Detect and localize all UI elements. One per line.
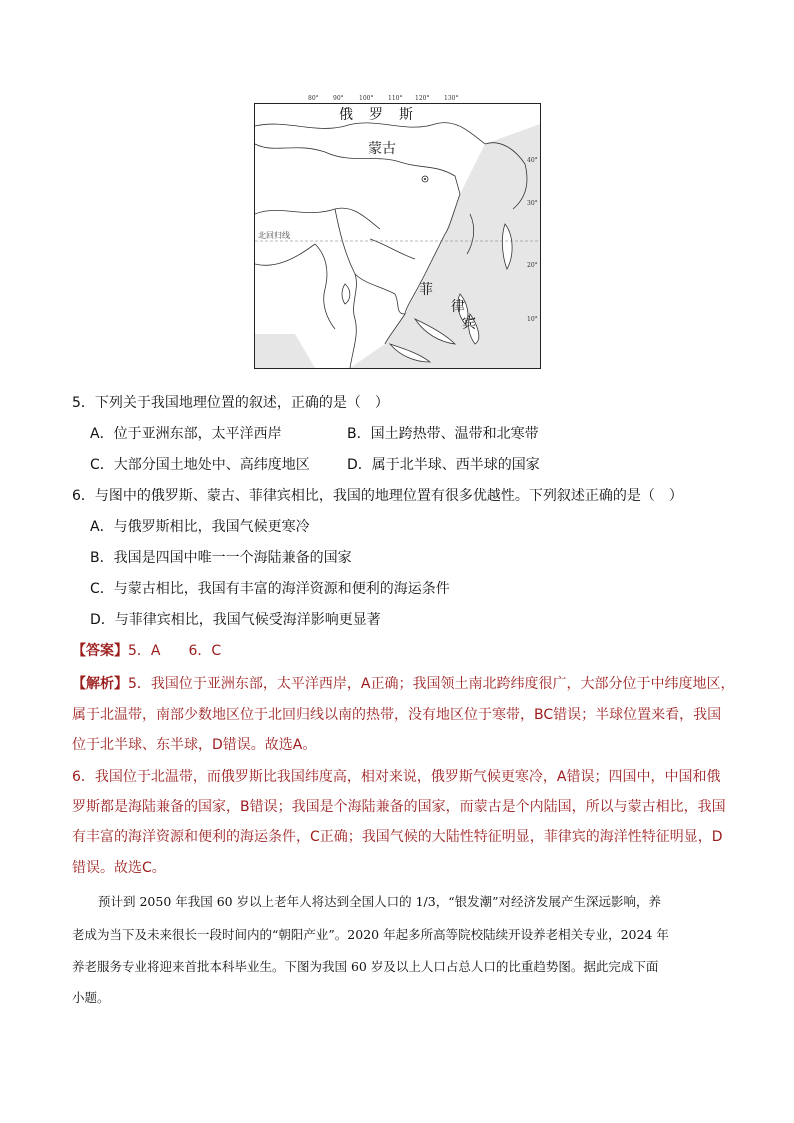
question-6-option-d: D．与菲律宾相比，我国气候受海洋影响更显著 (90, 612, 381, 628)
analysis-line-3: 位于北半球、东半球，D错误。故选A。 (72, 737, 317, 753)
question-6-option-b: B．我国是四国中唯一一个海陆兼备的国家 (90, 550, 352, 566)
longitude-label: 110° (388, 95, 403, 102)
answer-text: 5．A 6．C (128, 643, 222, 659)
material-line-3: 养老服务专业将迎来首批本科毕业生。下图为我国 60 岁及以上人口占总人口的比重趋势图。据此完成下面 (72, 959, 659, 974)
question-6-option-a: A．与俄罗斯相比，我国气候更寒冷 (90, 519, 310, 535)
question-5-stem: 5．下列关于我国地理位置的叙述，正确的是（ ） (72, 395, 389, 411)
answer-tag: 【答案】 (72, 643, 128, 659)
latitude-label: 20° (527, 262, 538, 269)
question-5-option-d: D．属于北半球、西半球的国家 (347, 457, 540, 473)
longitude-label: 80° (308, 95, 319, 102)
question-6-stem: 6．与图中的俄罗斯、蒙古、菲律宾相比，我国的地理位置有很多优越性。下列叙述正确的是（ ） (72, 488, 683, 504)
map-frame (254, 103, 541, 369)
longitude-label: 90° (333, 95, 344, 102)
analysis-line-2: 属于北温带，南部少数地区位于北回归线以南的热带，没有地区位于寒带，BC错误；半球位置来看，我国 (72, 707, 722, 723)
material-line-2: 老成为当下及未来很长一段时间内的“朝阳产业”。2020 年起多所高等院校陆续开设养老相关专业，2024 年 (72, 927, 669, 942)
analysis-line-4: 6．我国位于北温带，而俄罗斯比我国纬度高，相对来说，俄罗斯气候更寒冷，A错误；四国中，中国和俄 (72, 769, 721, 785)
philippines-label-3: 宾 (462, 316, 476, 332)
latitude-label: 10° (527, 316, 538, 323)
analysis-line-6: 有丰富的海洋资源和便利的海运条件，C正确；我国气候的大陆性特征明显，菲律宾的海洋性特征明显，D (72, 829, 723, 845)
question-5-option-a: A．位于亚洲东部，太平洋西岸 (90, 426, 282, 442)
analysis-line-7: 错误。故选C。 (72, 860, 166, 876)
latitude-label: 30° (527, 200, 538, 207)
longitude-label: 100° (359, 95, 374, 102)
question-5-option-c: C．大部分国土地处中、高纬度地区 (90, 457, 310, 473)
analysis-text: 5．我国位于亚洲东部，太平洋西岸，A正确；我国领土南北跨纬度很广，大部分位于中纬度地区， (128, 676, 735, 692)
tropic-label: 北回归线 (258, 231, 290, 240)
analysis-line-5: 罗斯都是海陆兼备的国家，B错误；我国是个海陆兼备的国家，而蒙古是个内陆国，所以与蒙古相比，我国 (72, 799, 726, 815)
longitude-label: 130° (444, 95, 459, 102)
philippines-label-1: 菲 (419, 282, 433, 298)
latitude-label: 40° (527, 157, 538, 164)
mongolia-label: 蒙古 (368, 141, 396, 157)
russia-label: 俄 罗 斯 (339, 107, 414, 123)
map-drawing (255, 104, 540, 368)
analysis-line-1 (72, 675, 734, 693)
answer-line (72, 642, 221, 660)
east-asia-map-figure (254, 95, 541, 368)
question-6-option-c: C．与蒙古相比，我国有丰富的海洋资源和便利的海运条件 (90, 581, 450, 597)
analysis-tag: 【解析】 (72, 676, 128, 692)
philippines-label-2: 律 (451, 299, 465, 315)
longitude-label: 120° (415, 95, 430, 102)
capital-star-icon (422, 176, 428, 182)
question-5-option-b: B．国土跨热带、温带和北寒带 (347, 426, 539, 442)
material-line-4: 小题。 (72, 990, 110, 1005)
sea-area-south (255, 334, 315, 368)
material-line-1: 预计到 2050 年我国 60 岁以上老年人将达到全国人口的 1/3，“银发潮”对经济发展产生深远影响，养 (98, 894, 661, 909)
